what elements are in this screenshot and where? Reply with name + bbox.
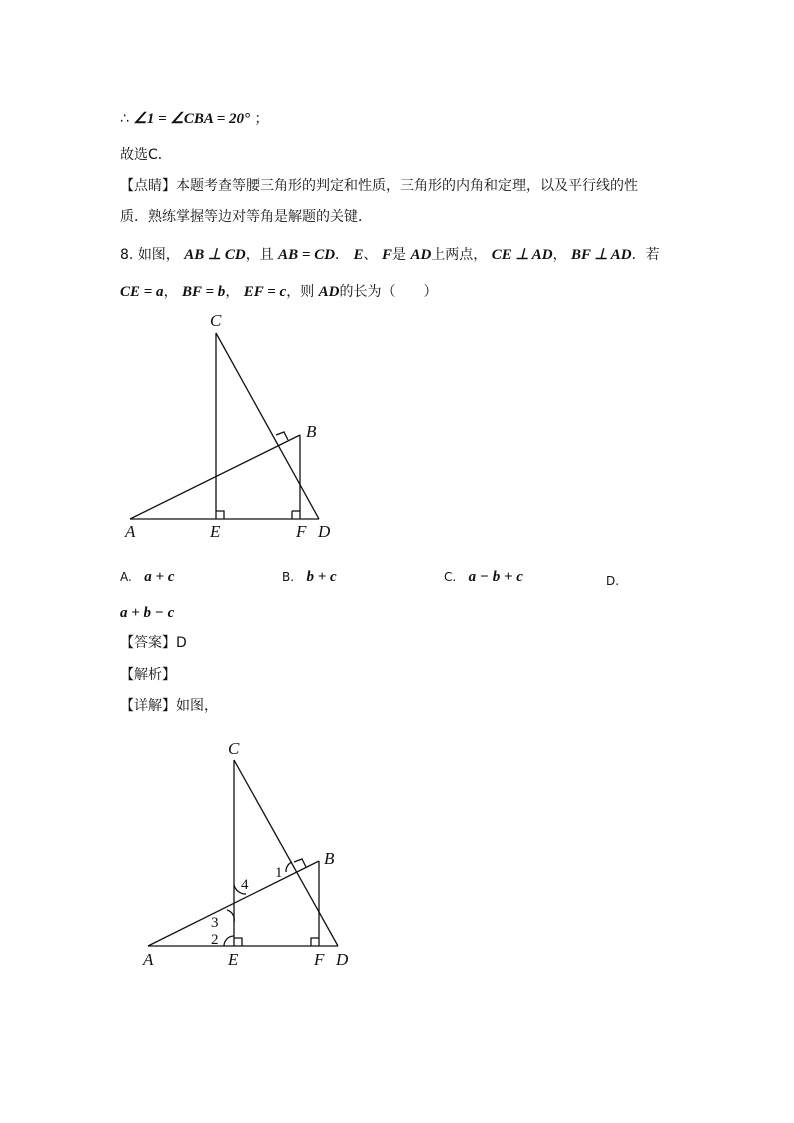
comment-line-1: 【点睛】本题考查等腰三角形的判定和性质，三角形的内角和定理，以及平行线的性	[120, 178, 638, 194]
q8-math: BF ⊥ AD	[571, 247, 632, 263]
right-angle-mark-intersection	[276, 432, 288, 440]
option-b-value: b + c	[306, 569, 337, 585]
segment-cd	[234, 760, 338, 946]
right-angle-mark-intersection	[294, 859, 306, 867]
angle-equation: ∠1 = ∠CBA = 20°	[133, 111, 251, 127]
angle-label-1: 1	[275, 865, 283, 881]
q8-text: ．	[335, 247, 350, 263]
q8-text: 的长为（ ）	[339, 284, 438, 300]
q8-text: ，且	[245, 247, 274, 263]
q8-math: AB = CD	[278, 247, 336, 263]
choose-answer-line: 故选C．	[120, 147, 172, 163]
option-c[interactable]	[444, 568, 523, 586]
angle-arc-3	[227, 910, 234, 922]
right-angle-mark-f	[311, 938, 319, 946]
option-b-label: B.	[282, 570, 295, 584]
segment-ab	[130, 435, 300, 519]
label-d: D	[318, 522, 331, 541]
q8-math: CE ⊥ AD	[491, 247, 553, 263]
q8-text: ，	[163, 284, 178, 300]
detail-line: 【详解】如图，	[120, 698, 218, 714]
segment-ab	[148, 861, 319, 946]
label-c: C	[228, 739, 240, 758]
angle-arc-1	[286, 862, 292, 872]
answer-line: 【答案】D	[120, 635, 187, 651]
label-e: E	[228, 950, 239, 969]
q8-text: ．若	[631, 247, 660, 263]
question-8-line-2	[120, 283, 438, 301]
q8-math: AB ⊥ CD	[184, 247, 246, 263]
conclusion-line	[120, 110, 269, 128]
angle-arc-4	[234, 885, 246, 894]
option-c-value: a − b + c	[468, 569, 523, 585]
option-a-label: A.	[120, 570, 132, 584]
comment-line-2: 质．熟练掌握等边对等角是解题的关键．	[120, 209, 372, 225]
semicolon: ；	[254, 111, 269, 127]
q8-math: EF = c	[243, 284, 287, 300]
q8-math: CE = a	[120, 284, 164, 300]
q8-text: 、	[363, 247, 378, 263]
label-f: F	[296, 522, 307, 541]
q8-math: F	[381, 247, 392, 263]
angle-label-3: 3	[211, 915, 219, 931]
right-angle-mark-e	[216, 511, 224, 519]
question-number: 8.	[120, 247, 138, 263]
q8-math: E	[353, 247, 364, 263]
q8-math: AD	[318, 284, 340, 300]
label-a: A	[143, 950, 154, 969]
q8-text: ，则	[286, 284, 315, 300]
label-d: D	[336, 950, 349, 969]
label-e: E	[210, 522, 221, 541]
segment-cd	[216, 333, 319, 519]
option-d-value: a + b − c	[120, 605, 175, 621]
q8-text: ，	[225, 284, 240, 300]
angle-arc-2	[224, 936, 234, 946]
option-d[interactable]	[120, 604, 174, 622]
option-a-value: a + c	[144, 569, 175, 585]
analysis-heading: 【解析】	[120, 667, 176, 683]
q8-text: 上两点，	[431, 247, 488, 263]
label-b: B	[306, 422, 317, 441]
q8-text: 如图，	[137, 247, 180, 263]
geometry-figure-2	[148, 760, 338, 946]
option-d-label-wrap[interactable]	[606, 572, 619, 590]
label-c: C	[210, 311, 222, 330]
q8-math: BF = b	[182, 284, 226, 300]
question-8-line-1	[120, 246, 660, 264]
q8-text: ，	[552, 247, 567, 263]
label-b: B	[324, 849, 335, 868]
option-b[interactable]	[282, 568, 337, 586]
therefore-symbol: ∴	[120, 111, 129, 127]
option-c-label: C.	[444, 570, 457, 584]
option-d-label: D.	[606, 574, 620, 588]
option-a[interactable]	[120, 568, 174, 586]
q8-text: 是	[391, 247, 406, 263]
q8-math: AD	[410, 247, 432, 263]
angle-label-4: 4	[241, 877, 249, 893]
right-angle-mark-e	[234, 938, 242, 946]
angle-label-2: 2	[211, 932, 219, 948]
label-f: F	[314, 950, 325, 969]
label-a: A	[125, 522, 136, 541]
